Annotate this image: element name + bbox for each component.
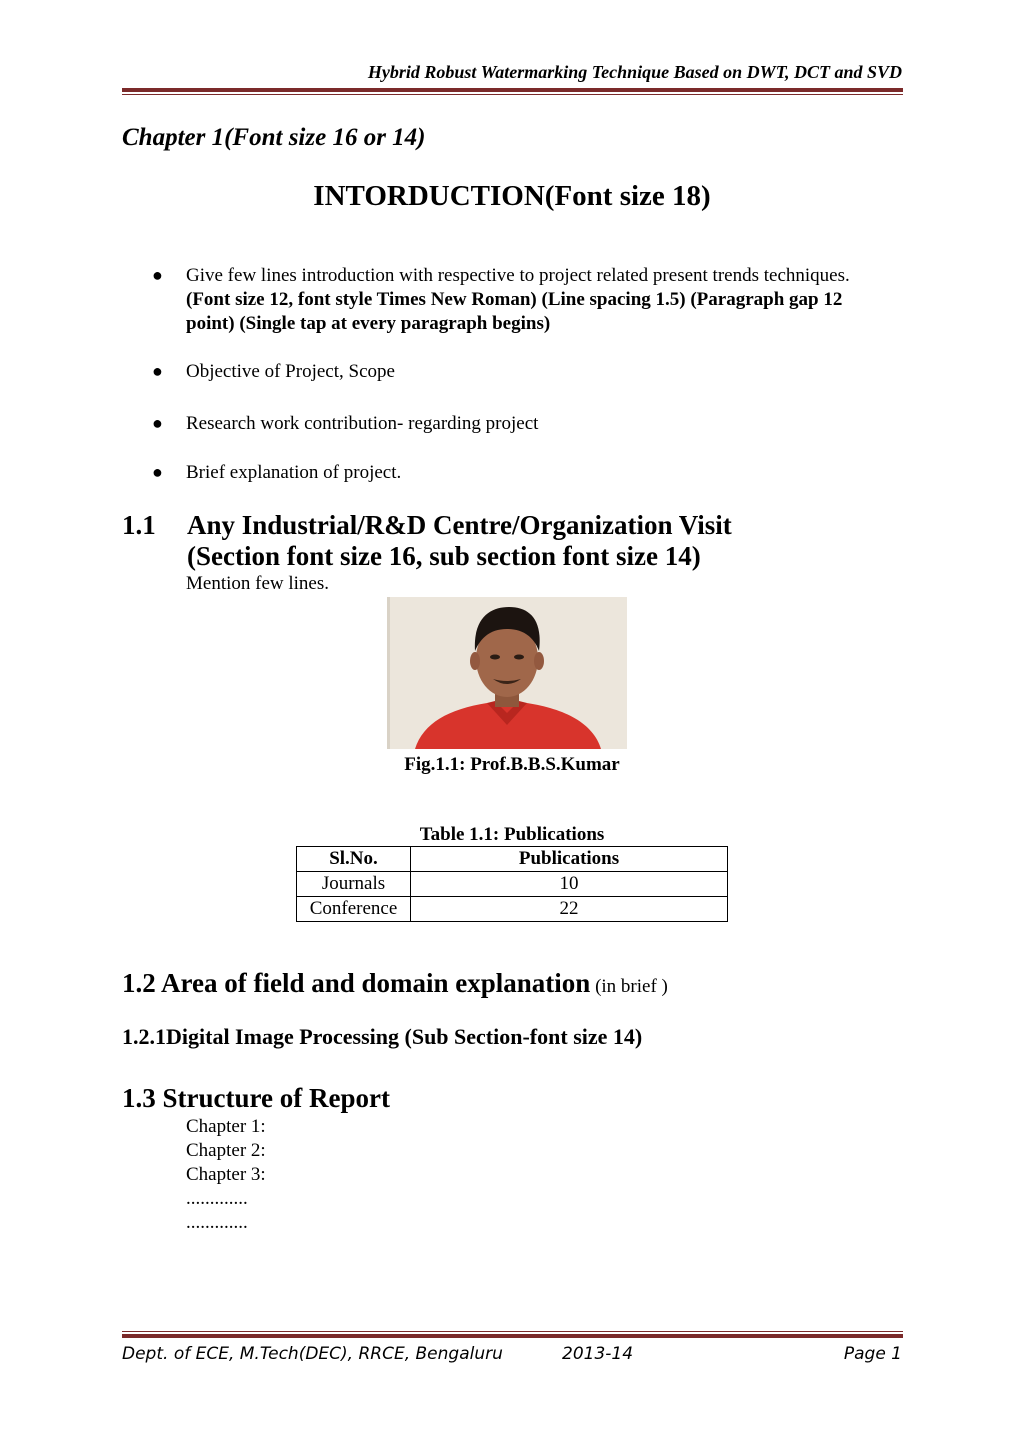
section-1-1-title bbox=[187, 510, 732, 572]
footer-rule bbox=[122, 1334, 903, 1338]
section-1-2-title bbox=[122, 968, 668, 999]
bullet-dot: ● bbox=[152, 413, 163, 433]
bullet-dot: ● bbox=[152, 265, 163, 285]
footer-year: 2013-14 bbox=[562, 1344, 634, 1364]
bullet-dot: ● bbox=[152, 361, 163, 381]
table-row bbox=[297, 872, 728, 897]
portrait-illustration bbox=[387, 597, 627, 749]
report-structure-line: Chapter 2: bbox=[186, 1140, 266, 1161]
section-1-2-note: (in brief ) bbox=[590, 976, 668, 997]
table-row bbox=[297, 897, 728, 922]
table-caption: Table 1.1: Publications bbox=[419, 824, 605, 845]
table-cell: 22 bbox=[411, 897, 728, 922]
table-header-cell: Publications bbox=[411, 847, 728, 872]
report-structure-line: ............. bbox=[186, 1212, 248, 1233]
bullet-intro-text: Give few lines introduction with respective to project related present trends techniques. bbox=[186, 265, 850, 286]
figure-caption: Fig.1.1: Prof.B.B.S.Kumar bbox=[404, 754, 620, 775]
report-structure-line: Chapter 1: bbox=[186, 1116, 266, 1137]
publications-table bbox=[296, 846, 728, 922]
table-header-cell: Sl.No. bbox=[297, 847, 411, 872]
table-cell: Conference bbox=[297, 897, 411, 922]
section-1-2-heading: 1.2 Area of field and domain explanation bbox=[122, 968, 591, 998]
report-structure-line: ............. bbox=[186, 1188, 248, 1209]
section-1-1-body: Mention few lines. bbox=[186, 573, 330, 594]
bullet-intro-format-note: (Font size 12, font style Times New Roman) (Line spacing 1.5) (Paragraph gap 12 point) (Single tap at every paragraph begins) bbox=[186, 289, 843, 334]
table-cell: Journals bbox=[297, 872, 411, 897]
bullet-brief: Brief explanation of project. bbox=[186, 462, 402, 483]
chapter-title: INTORDUCTION(Font size 18) bbox=[313, 180, 711, 212]
section-1-1-title-line2: (Section font size 16, sub section font size 14) bbox=[187, 541, 701, 571]
header-rule-thin bbox=[122, 94, 903, 95]
footer-rule-thin bbox=[122, 1331, 903, 1332]
section-1-1-number: 1.1 bbox=[122, 510, 156, 540]
bullet-intro bbox=[186, 264, 886, 336]
bullet-research: Research work contribution- regarding project bbox=[186, 413, 539, 434]
chapter-label: Chapter 1(Font size 16 or 14) bbox=[122, 124, 426, 151]
table-header-row bbox=[297, 847, 728, 872]
section-1-1-title-line1: Any Industrial/R&D Centre/Organization Visit bbox=[187, 510, 732, 540]
report-structure-line: Chapter 3: bbox=[186, 1164, 266, 1185]
section-1-3-title: 1.3 Structure of Report bbox=[122, 1083, 390, 1113]
running-header: Hybrid Robust Watermarking Technique Based on DWT, DCT and SVD bbox=[367, 62, 902, 82]
bullet-objective: Objective of Project, Scope bbox=[186, 361, 395, 382]
figure-photo bbox=[387, 597, 627, 749]
subsection-1-2-1-title: 1.2.1Digital Image Processing (Sub Section-font size 14) bbox=[122, 1024, 643, 1049]
table-cell: 10 bbox=[411, 872, 728, 897]
footer-department: Dept. of ECE, M.Tech(DEC), RRCE, Bengaluru bbox=[122, 1344, 503, 1364]
header-rule bbox=[122, 88, 903, 92]
footer-page-number: Page 1 bbox=[843, 1344, 902, 1364]
bullet-dot: ● bbox=[152, 462, 163, 482]
